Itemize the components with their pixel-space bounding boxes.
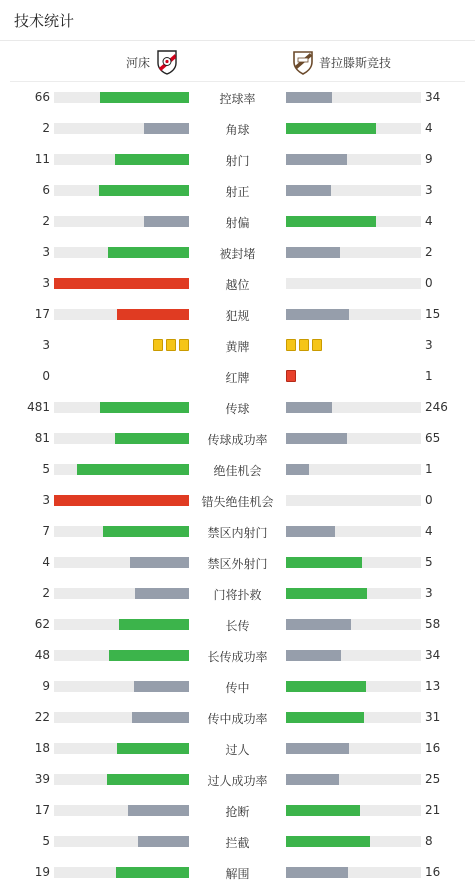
away-bar-track bbox=[286, 464, 421, 475]
home-value: 17 bbox=[34, 803, 50, 817]
away-value: 1 bbox=[425, 462, 433, 476]
home-bar-track bbox=[54, 495, 189, 506]
stat-row bbox=[0, 547, 475, 578]
stat-row bbox=[0, 795, 475, 826]
away-value: 34 bbox=[425, 90, 441, 104]
home-value: 48 bbox=[34, 648, 50, 662]
red-card-icon bbox=[286, 370, 296, 382]
yellow-card-icon bbox=[166, 339, 176, 351]
away-value: 8 bbox=[425, 834, 433, 848]
away-bar-track bbox=[286, 216, 421, 227]
home-bar-track bbox=[54, 619, 189, 630]
home-value: 11 bbox=[34, 152, 50, 166]
away-value: 3 bbox=[425, 586, 433, 600]
away-bar-track bbox=[286, 402, 421, 413]
home-bar-fill bbox=[115, 154, 189, 165]
home-bar-track bbox=[54, 867, 189, 878]
away-team[interactable] bbox=[292, 49, 391, 75]
away-value: 4 bbox=[425, 524, 433, 538]
away-bar-track bbox=[286, 185, 421, 196]
home-value: 3 bbox=[42, 276, 50, 290]
stat-row bbox=[0, 206, 475, 237]
away-bar-fill bbox=[286, 247, 340, 258]
home-bar-track bbox=[54, 681, 189, 692]
away-value: 31 bbox=[425, 710, 441, 724]
home-bar-fill bbox=[54, 278, 189, 289]
away-value: 16 bbox=[425, 865, 441, 879]
stat-label: 射正 bbox=[225, 185, 250, 199]
home-bar-fill bbox=[144, 216, 189, 227]
teams-bar bbox=[10, 41, 465, 82]
away-bar-track bbox=[286, 309, 421, 320]
away-bar-track bbox=[286, 526, 421, 537]
stat-label: 传球 bbox=[225, 402, 250, 416]
away-value: 3 bbox=[425, 338, 433, 352]
stat-row bbox=[0, 175, 475, 206]
platense-crest-icon bbox=[292, 49, 314, 75]
away-bar-track bbox=[286, 650, 421, 661]
stat-label: 拦截 bbox=[225, 836, 250, 850]
home-bar-track bbox=[54, 588, 189, 599]
away-bar-track bbox=[286, 836, 421, 847]
stat-row bbox=[0, 485, 475, 516]
home-bar-track bbox=[54, 154, 189, 165]
river-plate-crest-icon bbox=[156, 49, 178, 75]
home-bar-fill bbox=[115, 433, 189, 444]
away-bar-fill bbox=[286, 712, 364, 723]
home-bar-fill bbox=[107, 774, 189, 785]
home-value: 2 bbox=[42, 214, 50, 228]
stat-row bbox=[0, 671, 475, 702]
stat-row bbox=[0, 82, 475, 113]
home-bar-track bbox=[54, 526, 189, 537]
stat-row bbox=[0, 454, 475, 485]
away-value: 246 bbox=[425, 400, 448, 414]
stat-label: 犯规 bbox=[225, 309, 250, 323]
yellow-card-icon bbox=[179, 339, 189, 351]
home-value: 4 bbox=[42, 555, 50, 569]
away-bar-track bbox=[286, 123, 421, 134]
away-value: 34 bbox=[425, 648, 441, 662]
home-bar-fill bbox=[100, 402, 189, 413]
away-value: 2 bbox=[425, 245, 433, 259]
away-value: 0 bbox=[425, 493, 433, 507]
away-value: 65 bbox=[425, 431, 441, 445]
home-bar-track bbox=[54, 402, 189, 413]
home-value: 9 bbox=[42, 679, 50, 693]
home-value: 81 bbox=[34, 431, 50, 445]
away-bar-track bbox=[286, 92, 421, 103]
stat-label: 传球成功率 bbox=[207, 433, 268, 447]
away-bar-track bbox=[286, 495, 421, 506]
away-bar-track bbox=[286, 278, 421, 289]
home-bar-fill bbox=[117, 743, 189, 754]
away-value: 16 bbox=[425, 741, 441, 755]
away-bar-track bbox=[286, 712, 421, 723]
home-bar-fill bbox=[134, 681, 189, 692]
home-team[interactable] bbox=[126, 49, 178, 75]
stat-label: 控球率 bbox=[219, 92, 256, 106]
away-bar-fill bbox=[286, 743, 349, 754]
home-value: 5 bbox=[42, 834, 50, 848]
stat-label: 禁区内射门 bbox=[207, 526, 268, 540]
yellow-card-icon bbox=[312, 339, 322, 351]
yellow-card-icon bbox=[299, 339, 309, 351]
home-value: 2 bbox=[42, 586, 50, 600]
stat-label: 抢断 bbox=[225, 805, 250, 819]
away-value: 15 bbox=[425, 307, 441, 321]
away-bar-fill bbox=[286, 185, 331, 196]
home-bar-track bbox=[54, 557, 189, 568]
home-value: 3 bbox=[42, 245, 50, 259]
home-bar-fill bbox=[130, 557, 189, 568]
away-bar-fill bbox=[286, 619, 351, 630]
away-bar-fill bbox=[286, 526, 335, 537]
stat-label: 过人 bbox=[225, 743, 250, 757]
home-bar-fill bbox=[128, 805, 189, 816]
home-bar-track bbox=[54, 774, 189, 785]
away-value: 9 bbox=[425, 152, 433, 166]
stat-label: 长传 bbox=[225, 619, 250, 633]
home-bar-track bbox=[54, 309, 189, 320]
home-value: 66 bbox=[34, 90, 50, 104]
stat-label: 被封堵 bbox=[219, 247, 256, 261]
away-bar-track bbox=[286, 619, 421, 630]
home-bar-track bbox=[54, 650, 189, 661]
stat-row bbox=[0, 764, 475, 795]
stat-row bbox=[0, 361, 475, 392]
away-bar-fill bbox=[286, 774, 339, 785]
home-bar-track bbox=[54, 433, 189, 444]
home-value: 7 bbox=[42, 524, 50, 538]
page-title: 技术统计 bbox=[14, 11, 75, 30]
away-bar-fill bbox=[286, 402, 332, 413]
away-bar-track bbox=[286, 154, 421, 165]
away-bar-track bbox=[286, 681, 421, 692]
stat-label: 传中成功率 bbox=[207, 712, 268, 726]
away-bar-track bbox=[286, 557, 421, 568]
home-bar-fill bbox=[108, 247, 189, 258]
away-bar-fill bbox=[286, 464, 309, 475]
away-bar-track bbox=[286, 433, 421, 444]
away-bar-track bbox=[286, 805, 421, 816]
home-value: 0 bbox=[42, 369, 50, 383]
away-bar-fill bbox=[286, 92, 332, 103]
away-bar-track bbox=[286, 774, 421, 785]
stat-row bbox=[0, 516, 475, 547]
home-bar-fill bbox=[117, 309, 189, 320]
away-bar-fill bbox=[286, 681, 366, 692]
away-value: 4 bbox=[425, 214, 433, 228]
home-bar-fill bbox=[138, 836, 189, 847]
home-team-name: 河床 bbox=[125, 55, 150, 70]
home-bar-track bbox=[54, 805, 189, 816]
stat-row bbox=[0, 640, 475, 671]
away-bar-fill bbox=[286, 588, 367, 599]
away-bar-fill bbox=[286, 867, 348, 878]
home-value: 3 bbox=[42, 493, 50, 507]
away-bar-track bbox=[286, 247, 421, 258]
away-bar-fill bbox=[286, 154, 347, 165]
home-value: 18 bbox=[34, 741, 50, 755]
stat-row bbox=[0, 392, 475, 423]
stat-label: 错失绝佳机会 bbox=[201, 495, 274, 509]
away-team-name: 普拉滕斯竞技 bbox=[319, 55, 392, 70]
stat-row bbox=[0, 857, 475, 888]
yellow-card-icon bbox=[153, 339, 163, 351]
stat-row bbox=[0, 144, 475, 175]
stat-label: 禁区外射门 bbox=[207, 557, 268, 571]
home-bar-track bbox=[54, 464, 189, 475]
home-bar-fill bbox=[103, 526, 189, 537]
away-value: 21 bbox=[425, 803, 441, 817]
home-bar-track bbox=[54, 712, 189, 723]
home-bar-track bbox=[54, 247, 189, 258]
home-bar-fill bbox=[119, 619, 189, 630]
home-bar-track bbox=[54, 836, 189, 847]
yellow-card-icon bbox=[286, 339, 296, 351]
home-value: 5 bbox=[42, 462, 50, 476]
home-bar-fill bbox=[109, 650, 189, 661]
stat-label: 射门 bbox=[225, 154, 250, 168]
away-value: 25 bbox=[425, 772, 441, 786]
stat-row bbox=[0, 299, 475, 330]
away-bar-fill bbox=[286, 805, 360, 816]
home-bar-track bbox=[54, 743, 189, 754]
home-value: 6 bbox=[42, 183, 50, 197]
away-value: 1 bbox=[425, 369, 433, 383]
home-bar-fill bbox=[132, 712, 189, 723]
stat-row bbox=[0, 330, 475, 361]
home-value: 22 bbox=[34, 710, 50, 724]
stat-label: 门将扑救 bbox=[213, 588, 262, 602]
home-value: 62 bbox=[34, 617, 50, 631]
home-bar-fill bbox=[116, 867, 189, 878]
stat-row bbox=[0, 423, 475, 454]
stat-label: 过人成功率 bbox=[207, 774, 268, 788]
home-cards bbox=[153, 339, 189, 351]
stat-row bbox=[0, 237, 475, 268]
stat-row bbox=[0, 733, 475, 764]
home-bar-fill bbox=[99, 185, 189, 196]
away-bar-track bbox=[286, 588, 421, 599]
away-bar-fill bbox=[286, 123, 376, 134]
home-value: 3 bbox=[42, 338, 50, 352]
stat-label: 黄牌 bbox=[225, 340, 250, 354]
away-bar-fill bbox=[286, 557, 362, 568]
stats-list bbox=[0, 82, 475, 888]
stat-row bbox=[0, 609, 475, 640]
stat-row bbox=[0, 578, 475, 609]
away-value: 4 bbox=[425, 121, 433, 135]
stat-label: 传中 bbox=[225, 681, 250, 695]
away-bar-fill bbox=[286, 309, 349, 320]
stat-label: 越位 bbox=[225, 278, 250, 292]
away-value: 0 bbox=[425, 276, 433, 290]
away-value: 3 bbox=[425, 183, 433, 197]
stat-row bbox=[0, 268, 475, 299]
home-value: 17 bbox=[34, 307, 50, 321]
away-value: 58 bbox=[425, 617, 441, 631]
home-bar-track bbox=[54, 185, 189, 196]
away-value: 5 bbox=[425, 555, 433, 569]
stat-row bbox=[0, 702, 475, 733]
home-bar-fill bbox=[144, 123, 189, 134]
away-value: 13 bbox=[425, 679, 441, 693]
stats-header bbox=[0, 0, 475, 41]
home-bar-fill bbox=[100, 92, 189, 103]
stat-label: 角球 bbox=[225, 123, 250, 137]
away-cards bbox=[286, 339, 322, 351]
away-bar-fill bbox=[286, 650, 341, 661]
home-value: 19 bbox=[34, 865, 50, 879]
home-value: 2 bbox=[42, 121, 50, 135]
away-bar-fill bbox=[286, 433, 347, 444]
home-bar-track bbox=[54, 216, 189, 227]
home-bar-fill bbox=[54, 495, 189, 506]
home-value: 481 bbox=[27, 400, 50, 414]
stat-row bbox=[0, 113, 475, 144]
away-bar-track bbox=[286, 867, 421, 878]
home-bar-fill bbox=[135, 588, 189, 599]
stat-label: 射偏 bbox=[225, 216, 250, 230]
home-value: 39 bbox=[34, 772, 50, 786]
home-bar-track bbox=[54, 92, 189, 103]
home-bar-track bbox=[54, 278, 189, 289]
stat-label: 解围 bbox=[225, 867, 250, 881]
away-bar-fill bbox=[286, 216, 376, 227]
stat-label: 红牌 bbox=[225, 371, 250, 385]
home-bar-fill bbox=[77, 464, 189, 475]
stat-label: 长传成功率 bbox=[207, 650, 268, 664]
away-bar-track bbox=[286, 743, 421, 754]
away-cards bbox=[286, 370, 296, 382]
stat-label: 绝佳机会 bbox=[213, 464, 262, 478]
stat-row bbox=[0, 826, 475, 857]
away-bar-fill bbox=[286, 836, 370, 847]
home-bar-track bbox=[54, 123, 189, 134]
